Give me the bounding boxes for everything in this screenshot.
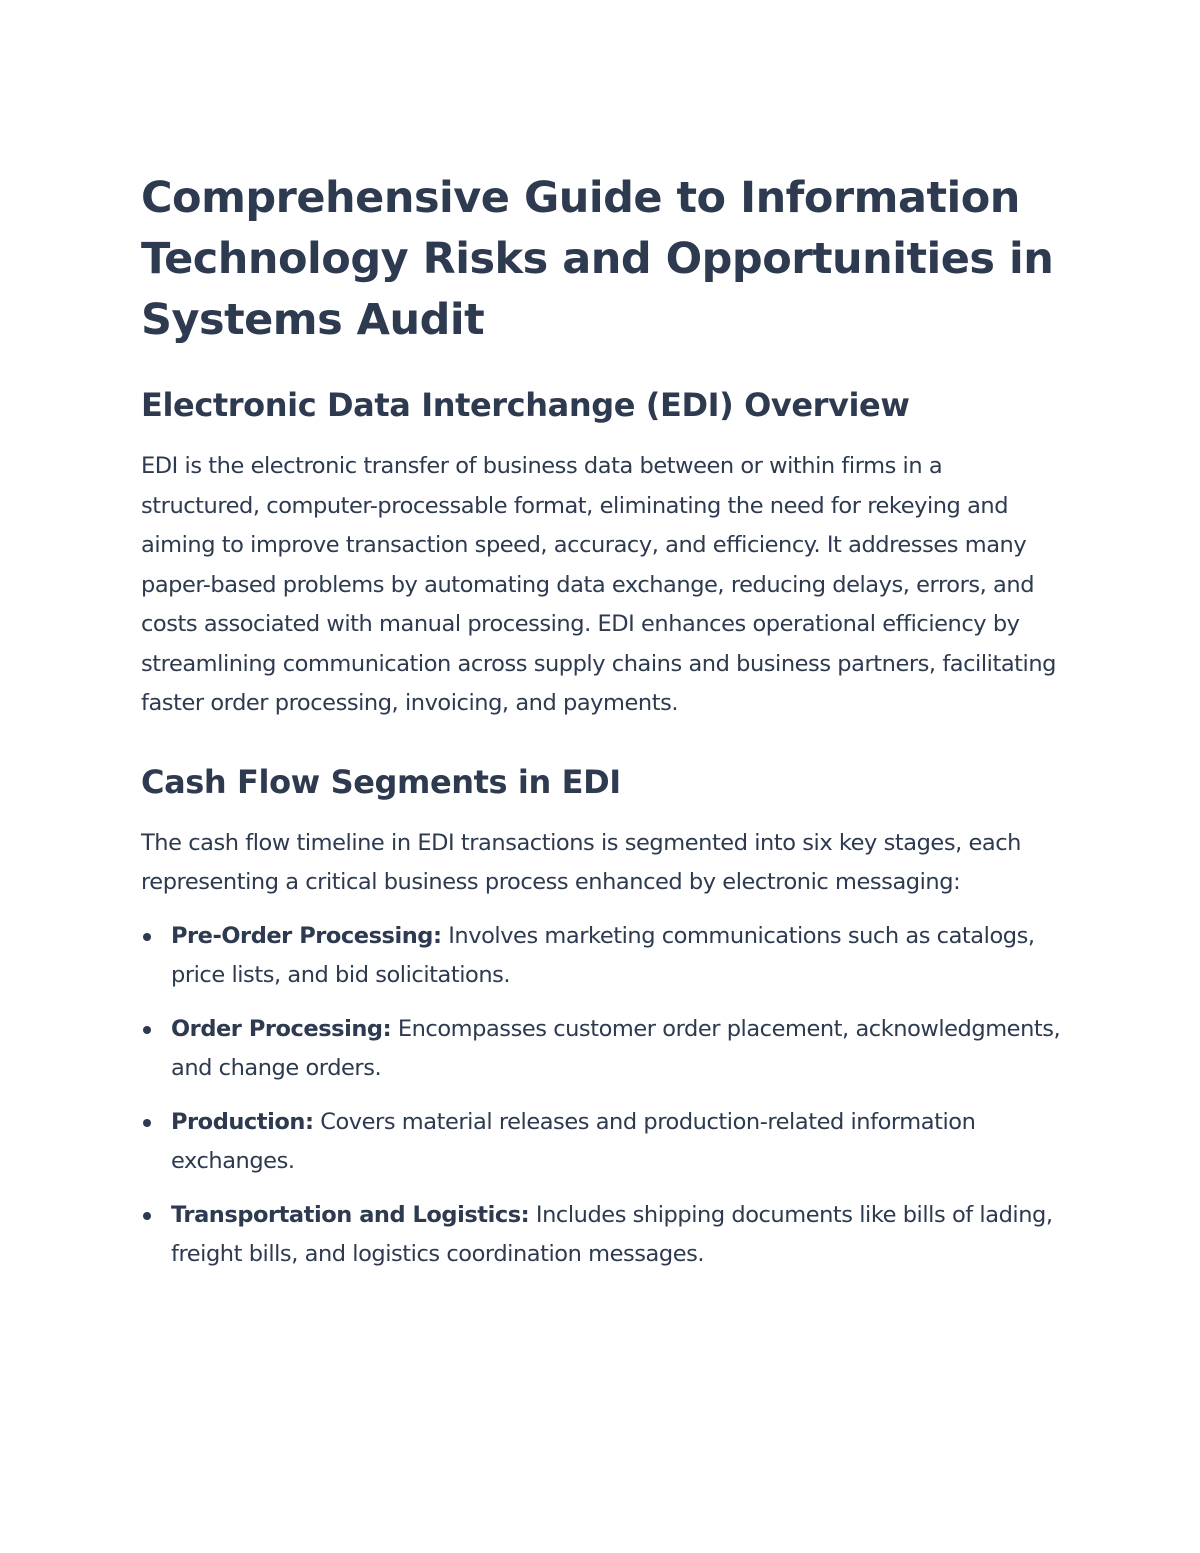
- bullet-icon: [143, 933, 151, 941]
- bullet-icon: [143, 1119, 151, 1127]
- bullet-text: Covers material releases and production-related information exchanges.: [171, 1108, 976, 1174]
- bullet-term: Transportation and Logistics:: [171, 1201, 530, 1228]
- section-heading-edi-overview: Electronic Data Interchange (EDI) Overview: [141, 386, 910, 424]
- bullet-text: Encompasses customer order placement, acknowledgments, and change orders.: [171, 1015, 1061, 1081]
- bullet-term: Pre-Order Processing:: [171, 922, 442, 949]
- bullet-text: Includes shipping documents like bills of lading, freight bills, and logistics coordination messages.: [171, 1201, 1053, 1267]
- list-item: [141, 1103, 1066, 1182]
- cash-flow-segment-list: [141, 917, 1066, 1275]
- bullet-term: Production:: [171, 1108, 314, 1135]
- bullet-text: Involves marketing communications such as catalogs, price lists, and bid solicitations.: [171, 922, 1035, 988]
- edi-overview-paragraph: EDI is the electronic transfer of business data between or within firms in a structured, computer-processable format, eliminating the need for rekeying and aiming to improve transaction speed, accuracy, and efficiency. It addresses many paper-based problems by automating data exchange, reducing delays, errors, and costs associated with manual processing. EDI enhances operational efficiency by streamlining communication across supply chains and business partners, facilitating faster order processing, invoicing, and payments.: [141, 453, 1056, 716]
- cash-flow-paragraph: The cash flow timeline in EDI transactions is segmented into six key stages, each representing a critical business process enhanced by electronic messaging:: [141, 829, 1021, 895]
- section-heading-cash-flow: Cash Flow Segments in EDI: [141, 762, 621, 801]
- bullet-term: Order Processing:: [171, 1015, 392, 1042]
- list-item: [141, 1010, 1066, 1089]
- page-title: Comprehensive Guide to Information Technology Risks and Opportunities in Systems Audit: [141, 173, 1054, 345]
- list-item: [141, 917, 1066, 996]
- bullet-icon: [143, 1026, 151, 1034]
- list-item: [141, 1196, 1066, 1275]
- bullet-icon: [143, 1212, 151, 1220]
- document-page: [141, 168, 1066, 1289]
